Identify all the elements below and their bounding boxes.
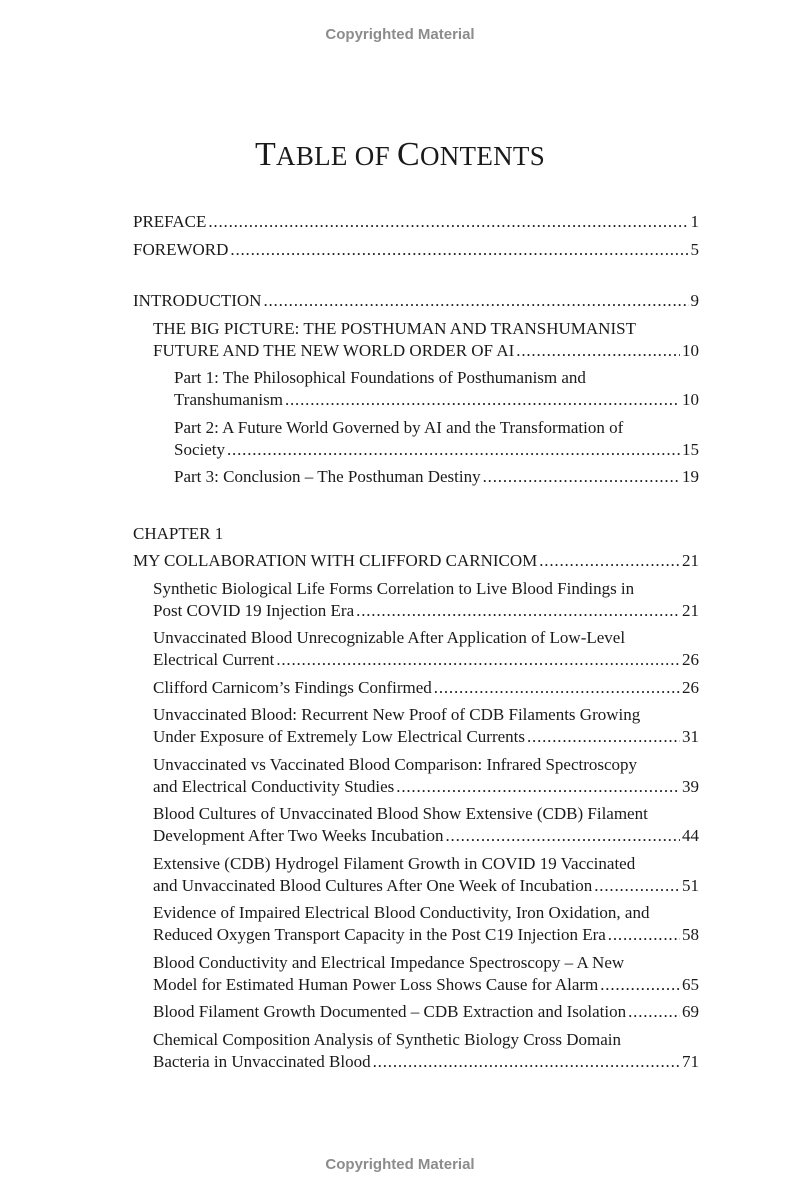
toc-entry-title-line1: Part 2: A Future World Governed by AI and the Transformation of [174, 417, 624, 437]
toc-entry-title-line1: Synthetic Biological Life Forms Correlation to Live Blood Findings in [153, 578, 635, 598]
toc-entry-preface[interactable] [133, 211, 699, 233]
toc-entry-title-line2: Transhumanism [174, 390, 283, 409]
dot-leader [285, 389, 680, 411]
copyright-watermark-top: Copyrighted Material [325, 26, 475, 43]
toc-entry-title: Part 3: Conclusion – The Posthuman Destiny [174, 467, 481, 486]
toc-entry-part-3[interactable] [174, 466, 699, 488]
dot-leader [483, 466, 680, 488]
toc-entry-title-line2: FUTURE AND THE NEW WORLD ORDER OF AI [153, 340, 515, 360]
dot-leader [373, 1051, 680, 1073]
toc-page-number: 31 [682, 727, 699, 746]
toc-page-number: 10 [682, 390, 699, 409]
toc-entry-title: INTRODUCTION [133, 291, 262, 310]
toc-entry-title-line2: Post COVID 19 Injection Era [153, 600, 355, 620]
toc-entry-title-line2: Reduced Oxygen Transport Capacity in the Post C19 Injection Era [153, 925, 606, 944]
page-title [0, 136, 800, 174]
toc-entry-title: Clifford Carnicom’s Findings Confirmed [153, 677, 432, 697]
dot-leader [516, 340, 680, 362]
dot-leader [628, 1001, 680, 1023]
dot-leader [608, 924, 680, 946]
toc-entry-chapter-1[interactable] [133, 550, 699, 572]
toc-entry-part-1[interactable] [174, 367, 699, 411]
toc-page-number: 15 [682, 439, 699, 459]
toc-page-number: 26 [682, 650, 699, 669]
dot-leader [230, 239, 688, 261]
title-word-able-of: ABLE OF [276, 141, 397, 171]
toc-entry-title-line2: Model for Estimated Human Power Loss Shows Cause for Alarm [153, 974, 599, 994]
toc-entry-title-line1: Unvaccinated vs Vaccinated Blood Comparison: Infrared Spectroscopy [153, 754, 638, 774]
copyright-watermark-bottom: Copyrighted Material [325, 1156, 475, 1173]
dot-leader [600, 974, 680, 996]
toc-entry-introduction[interactable] [133, 290, 699, 312]
toc-entry-section[interactable] [153, 677, 699, 699]
dot-leader [594, 875, 680, 897]
toc-entry-title-line1: Part 1: The Philosophical Foundations of Posthumanism and [174, 368, 586, 387]
toc-entry-title-line1: Extensive (CDB) Hydrogel Filament Growth in COVID 19 Vaccinated [153, 853, 636, 873]
chapter-label: CHAPTER 1 [133, 523, 224, 543]
toc-entry-section[interactable] [153, 578, 699, 622]
dot-leader [527, 726, 680, 748]
toc-entry-section[interactable] [153, 1029, 699, 1073]
toc-entry-title-line1: THE BIG PICTURE: THE POSTHUMAN AND TRANSHUMANIST [153, 318, 636, 338]
toc-page-number: 71 [682, 1051, 699, 1071]
toc-page-number: 5 [690, 239, 699, 259]
toc-entry-section[interactable] [153, 627, 699, 671]
toc-entry-section[interactable] [153, 952, 699, 996]
toc-entry-big-picture[interactable] [153, 318, 699, 362]
toc-page-number: 21 [682, 600, 699, 620]
toc-entry-section[interactable] [153, 803, 699, 847]
section-spacer [133, 266, 699, 290]
toc-entry-title-line2: and Electrical Conductivity Studies [153, 776, 395, 796]
dot-leader [445, 825, 680, 847]
toc-entry-title: PREFACE [133, 212, 207, 231]
title-initial-c: C [396, 136, 420, 173]
toc-entry-title-line2: Development After Two Weeks Incubation [153, 826, 444, 845]
toc-entry-section[interactable] [153, 902, 699, 946]
dot-leader [227, 439, 680, 461]
toc-entry-title-line2: Society [174, 439, 225, 459]
title-initial-t: T [254, 136, 277, 173]
dot-leader [276, 649, 680, 671]
toc-entry-section[interactable] [153, 704, 699, 748]
toc-entry-part-2[interactable] [174, 417, 699, 461]
toc-entry-title-line2: Under Exposure of Extremely Low Electrical Currents [153, 727, 525, 746]
toc-entry-title: FOREWORD [133, 239, 229, 259]
dot-leader [263, 290, 688, 312]
toc-entry-title-line1: Evidence of Impaired Electrical Blood Conductivity, Iron Oxidation, and [153, 903, 650, 922]
toc-entry-title-line2: and Unvaccinated Blood Cultures After One Week of Incubation [153, 875, 593, 895]
toc-page-number: 65 [682, 974, 699, 994]
toc-entry-foreword[interactable] [133, 239, 699, 261]
toc-page-number: 26 [682, 677, 699, 697]
dot-leader [208, 211, 688, 233]
toc-entry-section[interactable] [153, 754, 699, 798]
toc-page-number: 39 [682, 776, 699, 796]
toc-entry-title-line2: Electrical Current [153, 650, 275, 669]
toc-entry-title: MY COLLABORATION WITH CLIFFORD CARNICOM [133, 551, 538, 570]
toc-page-number: 58 [682, 925, 699, 944]
toc-entry-title-line1: Unvaccinated Blood Unrecognizable After Application of Low-Level [153, 628, 626, 647]
toc-entry-title: Blood Filament Growth Documented – CDB Extraction and Isolation [153, 1002, 627, 1021]
dot-leader [396, 776, 680, 798]
toc-page-number: 10 [682, 340, 699, 360]
section-spacer [133, 494, 699, 523]
dot-leader [539, 550, 680, 572]
title-word-ontents: ONTENTS [419, 141, 546, 171]
toc-entry-title-line2: Bacteria in Unvaccinated Blood [153, 1051, 371, 1071]
toc-page-number: 69 [682, 1002, 699, 1021]
toc-page-number: 44 [682, 826, 699, 845]
toc-page-number: 19 [682, 467, 699, 486]
dot-leader [434, 677, 680, 699]
toc-entry-title-line1: Blood Cultures of Unvaccinated Blood Show Extensive (CDB) Filament [153, 804, 648, 823]
table-of-contents [133, 211, 699, 1078]
toc-entry-title-line1: Unvaccinated Blood: Recurrent New Proof of CDB Filaments Growing [153, 705, 641, 724]
toc-page-number: 1 [690, 212, 699, 231]
toc-page-number: 51 [682, 875, 699, 895]
toc-entry-section[interactable] [153, 1001, 699, 1023]
toc-page-number: 21 [682, 551, 699, 570]
toc-entry-section[interactable] [153, 853, 699, 897]
toc-entry-title-line1: Chemical Composition Analysis of Synthetic Biology Cross Domain [153, 1029, 621, 1049]
toc-page-number: 9 [690, 291, 699, 310]
dot-leader [356, 600, 680, 622]
toc-entry-title-line1: Blood Conductivity and Electrical Impedance Spectroscopy – A New [153, 952, 625, 972]
